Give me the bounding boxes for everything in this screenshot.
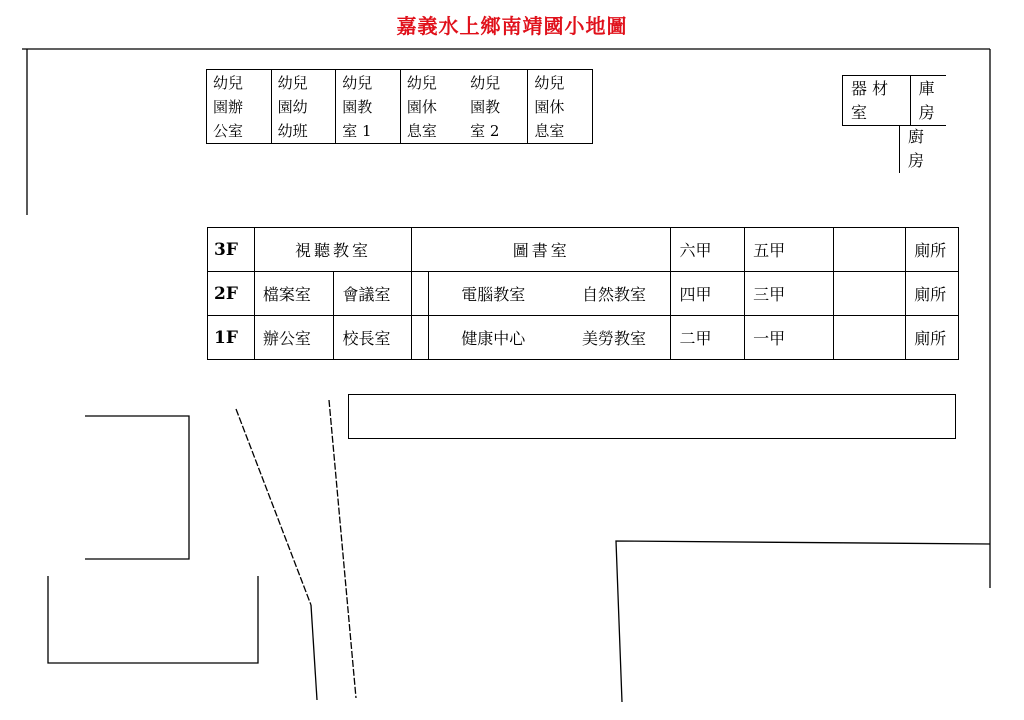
room-restroom: 廁所 bbox=[906, 272, 959, 316]
room-restroom: 廁所 bbox=[906, 228, 959, 272]
floor-label: 2F bbox=[208, 272, 255, 316]
field-outline bbox=[616, 541, 990, 702]
room-class-1a: 一甲 bbox=[745, 316, 834, 360]
floor-label: 1F bbox=[208, 316, 255, 360]
room-av-classroom: 視聽教室 bbox=[254, 228, 411, 272]
room-kindergarten-rest-room-1: 幼兒 園休 息室 bbox=[400, 70, 464, 144]
map-title: 嘉義水上鄉南靖國小地圖 bbox=[396, 14, 628, 38]
room-office: 辦公室 bbox=[254, 316, 334, 360]
room-empty bbox=[833, 228, 905, 272]
road-edge-left-lower bbox=[311, 605, 317, 700]
room-kindergarten-rest-room-2: 幼兒 園休 息室 bbox=[528, 70, 593, 144]
room-empty bbox=[833, 316, 905, 360]
building-outline-left-upper bbox=[85, 416, 189, 559]
room-computer-lab: 電腦教室 bbox=[428, 272, 557, 316]
floor-1f bbox=[208, 316, 959, 360]
building-outline-left-lower bbox=[48, 576, 258, 663]
room-kindergarten-classroom-1: 幼兒 園教 室 1 bbox=[336, 70, 401, 144]
room-kitchen: 廚 房 bbox=[899, 125, 954, 173]
room-class-6a: 六甲 bbox=[671, 228, 745, 272]
room-class-5a: 五甲 bbox=[745, 228, 834, 272]
room-kindergarten-classroom-2: 幼兒 園教 室 2 bbox=[464, 70, 528, 144]
room-class-4a: 四甲 bbox=[671, 272, 745, 316]
room-equipment: 器 材 室 bbox=[843, 76, 911, 126]
room-archive: 檔案室 bbox=[254, 272, 334, 316]
room-class-2a: 二甲 bbox=[671, 316, 745, 360]
room-science-lab: 自然教室 bbox=[558, 272, 671, 316]
assembly-platform bbox=[348, 394, 956, 439]
room-restroom: 廁所 bbox=[906, 316, 959, 360]
room-storage: 庫 房 bbox=[910, 76, 946, 126]
room-principal: 校長室 bbox=[334, 316, 412, 360]
floor-2f bbox=[208, 272, 959, 316]
room-health-center: 健康中心 bbox=[428, 316, 557, 360]
road-edge-right bbox=[329, 400, 356, 698]
room-library: 圖書室 bbox=[412, 228, 671, 272]
room-class-3a: 三甲 bbox=[745, 272, 834, 316]
floor-label: 3F bbox=[208, 228, 255, 272]
floor-3f bbox=[208, 228, 959, 272]
kindergarten-block bbox=[206, 69, 593, 144]
annex-block bbox=[842, 75, 946, 126]
room-empty bbox=[833, 272, 905, 316]
room-empty bbox=[412, 316, 429, 360]
room-empty bbox=[412, 272, 429, 316]
room-art-classroom: 美勞教室 bbox=[558, 316, 671, 360]
road-edge-left bbox=[236, 409, 311, 605]
room-meeting: 會議室 bbox=[334, 272, 412, 316]
room-kindergarten-office: 幼兒 園辦 公室 bbox=[207, 70, 272, 144]
main-building bbox=[207, 227, 959, 360]
room-kindergarten-toddler-class: 幼兒 園幼 幼班 bbox=[271, 70, 336, 144]
